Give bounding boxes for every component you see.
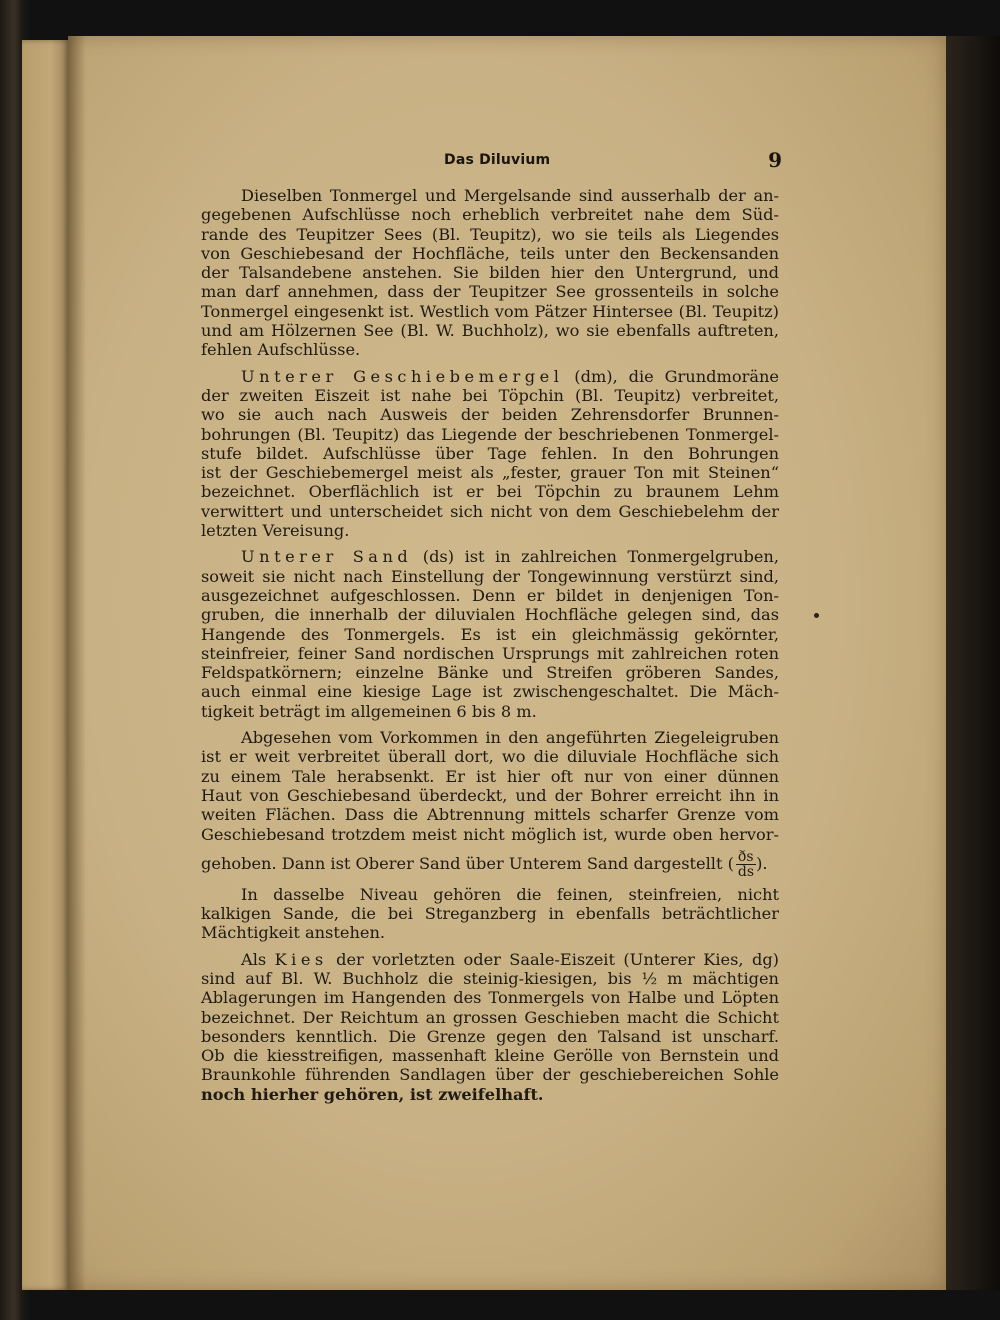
fraction-formula — [736, 850, 756, 879]
text-line: letzten Vereisung. — [201, 521, 350, 541]
text-line: bezeichnet. Der Reichtum an grossen Geschieben macht die Schicht — [201, 1007, 779, 1027]
text-line: der zweiten Eiszeit ist nahe bei Töpchin (Bl. Teupitz) verbreitet, — [201, 385, 779, 405]
text-line: Mächtigkeit anstehen. — [201, 923, 386, 943]
text-line: sind auf Bl. W. Buchholz die steinig-kiesigen, bis ½ m mächtigen — [201, 968, 779, 988]
text-line: noch hierher gehören, ist zweifelhaft. — [201, 1084, 544, 1104]
text-line: stufe bildet. Aufschlüsse über Tage fehlen. In den Bohrungen — [201, 443, 779, 463]
text-line: soweit sie nicht nach Einstellung der Tongewinnung verstürzt sind, — [201, 566, 779, 586]
text-line: Hangende des Tonmergels. Es ist ein gleichmässig gekörnter, — [201, 624, 779, 644]
text-line: bohrungen (Bl. Teupitz) das Liegende der beschriebenen Tonmergel- — [201, 424, 779, 444]
text-line: und am Hölzernen See (Bl. W. Buchholz), wo sie ebenfalls auftreten, — [201, 321, 779, 341]
right-shadow — [946, 36, 1000, 1290]
fraction-denominator: ds — [737, 863, 755, 880]
text-line: bezeichnet. Oberflächlich ist er bei Töpchin zu braunem Lehm — [201, 482, 779, 502]
fraction-numerator: ðs — [736, 850, 756, 865]
text-line: man darf annehmen, dass der Teupitzer See grossenteils in solche — [201, 282, 779, 302]
text-line: Geschiebesand trotzdem meist nicht möglich ist, wurde oben hervor- — [201, 824, 779, 844]
section-term: Unterer Sand — [241, 547, 413, 567]
text-fragment: (ds) ist in zahlreichen Tonmergelgruben, — [412, 547, 779, 567]
body-text — [201, 186, 779, 1111]
paragraph-3 — [201, 547, 779, 721]
text-line: Ablagerungen im Hangenden des Tonmergels von Halbe und Löpten — [201, 988, 779, 1008]
text-line — [201, 950, 779, 969]
section-term: Unterer Geschiebemergel — [241, 366, 564, 386]
text-line: ist er weit verbreitet überall dort, wo die diluviale Hochfläche sich — [201, 747, 779, 767]
text-line: gegebenen Aufschlüsse noch erheblich verbreitet nahe dem Süd- — [201, 205, 779, 225]
text-line: auch einmal eine kiesige Lage ist zwischengeschaltet. Die Mäch- — [201, 682, 779, 702]
running-head: Das Diluvium — [444, 152, 551, 168]
text-fragment: ). — [756, 853, 768, 873]
paragraph-4 — [201, 728, 779, 878]
text-line: Dieselben Tonmergel und Mergelsande sind ausserhalb der an- — [241, 186, 779, 205]
text-line — [201, 367, 779, 386]
text-fragment: der vorletzten oder Saale-Eiszeit (Unterer Kies, dg) — [327, 949, 779, 969]
text-line: besonders kenntlich. Die Grenze gegen den Talsand ist unscharf. — [201, 1026, 779, 1046]
text-line: Feldspatkörnern; einzelne Bänke und Streifen gröberen Sandes, — [201, 663, 779, 683]
text-line — [201, 547, 779, 566]
text-line: von Geschiebesand der Hochfläche, teils unter den Beckensanden — [201, 243, 779, 263]
paragraph-5 — [201, 885, 779, 943]
text-line: der Talsandebene anstehen. Sie bilden hier den Untergrund, und — [201, 263, 779, 283]
ink-mark — [814, 613, 819, 618]
text-line: tigkeit beträgt im allgemeinen 6 bis 8 m. — [201, 701, 537, 721]
paragraph-6 — [201, 950, 779, 1104]
text-line: ist der Geschiebemergel meist als „fester, grauer Ton mit Steinen“ — [201, 463, 779, 483]
text-line: Abgesehen vom Vorkommen in den angeführten Ziegeleigruben — [241, 728, 779, 748]
previous-page-edge — [22, 40, 70, 1290]
text-line: rande des Teupitzer Sees (Bl. Teupitz), wo sie teils als Liegendes — [201, 224, 779, 244]
text-line: verwittert und unterscheidet sich nicht von dem Geschiebelehm der — [201, 501, 779, 521]
text-fragment: gehoben. Dann ist Oberer Sand über Unterem Sand dargestellt ( — [201, 853, 734, 873]
paragraph-1 — [201, 186, 779, 360]
text-line: ausgezeichnet aufgeschlossen. Denn er bildet in denjenigen Ton- — [201, 585, 779, 605]
text-line: Haut von Geschiebesand überdeckt, und der Bohrer erreicht ihn in — [201, 785, 779, 805]
text-line: weiten Flächen. Dass die Abtrennung mittels scharfer Grenze vom — [201, 805, 779, 825]
text-line: fehlen Aufschlüsse. — [201, 340, 361, 360]
text-fragment: (dm), die Grundmoräne — [563, 366, 779, 386]
text-fragment: Als — [241, 949, 275, 969]
text-line: Ob die kiesstreifigen, massenhaft kleine Gerölle von Bernstein und — [201, 1046, 779, 1066]
page-header — [200, 148, 790, 174]
text-line: Braunkohle führenden Sandlagen über der geschiebereichen Sohle — [201, 1065, 779, 1085]
page-number: 9 — [768, 148, 782, 172]
section-term: Kies — [274, 949, 328, 969]
paragraph-2 — [201, 367, 779, 541]
text-line: gruben, die innerhalb der diluvialen Hochfläche gelegen sind, das — [201, 605, 779, 625]
text-line: In dasselbe Niveau gehören die feinen, steinfreien, nicht — [241, 884, 779, 904]
formula-line — [201, 844, 779, 878]
text-line: zu einem Tale herabsenkt. Er ist hier oft nur von einer dünnen — [201, 766, 779, 786]
text-line: Tonmergel eingesenkt ist. Westlich vom Pätzer Hintersee (Bl. Teupitz) — [201, 301, 779, 321]
text-line: steinfreier, feiner Sand nordischen Ursprungs mit zahlreichen roten — [201, 643, 779, 663]
text-line: kalkigen Sande, die bei Streganzberg in ebenfalls beträchtlicher — [201, 904, 779, 924]
text-line: wo sie auch nach Ausweis der beiden Zehrensdorfer Brunnen- — [201, 405, 779, 425]
